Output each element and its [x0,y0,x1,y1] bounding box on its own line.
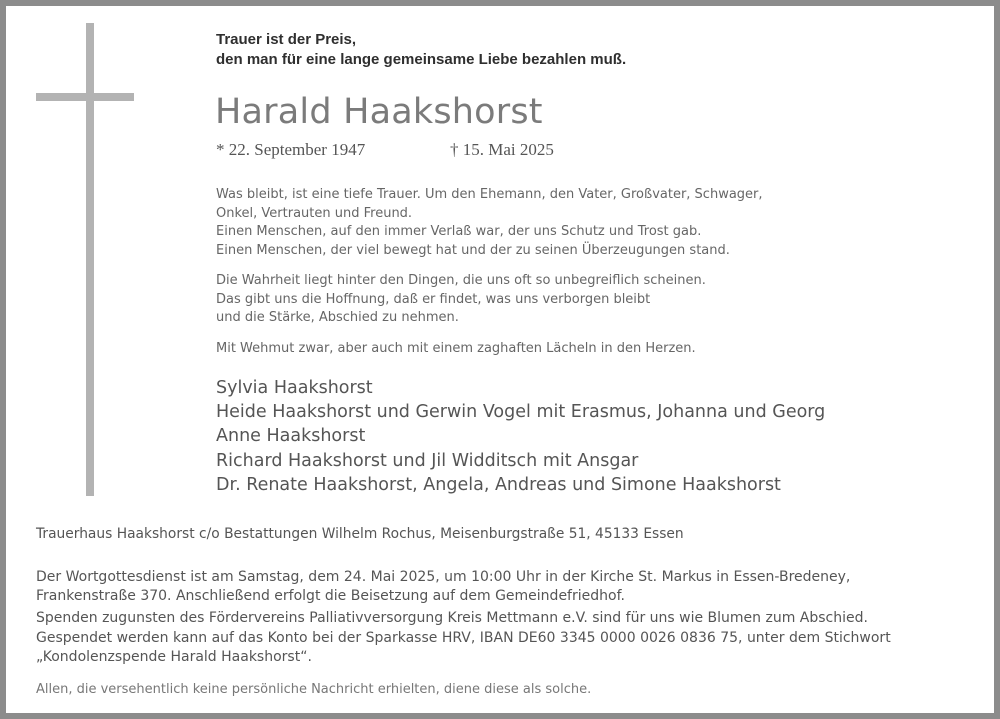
poem-stanza-3 [216,340,696,359]
donation-line: Spenden zugunsten des Fördervereins Palliativversorgung Kreis Mettmann e.V. sind für uns wie Blumen zum Abschied. [36,610,868,627]
service-line: Frankenstraße 370. Anschließend erfolgt die Beisetzung auf dem Gemeindefriedhof. [36,588,625,605]
poem-line: und die Stärke, Abschied zu nehmen. [216,310,459,325]
poem-line: Einen Menschen, auf den immer Verlaß war, der uns Schutz und Trost gab. [216,224,702,239]
family-member: Anne Haakshorst [216,426,366,447]
opening-quote [216,30,626,70]
closing-note: Allen, die versehentlich keine persönliche Nachricht erhielten, diene diese als solche. [36,682,592,697]
service-information [36,568,891,667]
poem-line: Die Wahrheit liegt hinter den Dingen, die uns oft so unbegreiflich scheinen. [216,273,706,288]
family-member: Dr. Renate Haakshorst, Angela, Andreas und Simone Haakshorst [216,474,781,495]
family-list [216,376,825,497]
poem-line: Mit Wehmut zwar, aber auch mit einem zaghaften Lächeln in den Herzen. [216,341,696,356]
poem-line: Einen Menschen, der viel bewegt hat und der zu seinen Überzeugungen stand. [216,242,730,258]
service-line: Der Wortgottesdienst ist am Samstag, dem 24. Mai 2025, um 10:00 Uhr in der Kirche St. Markus in Essen-Bredeney, [36,569,851,585]
poem-line: Das gibt uns die Hoffnung, daß er findet, was uns verborgen bleibt [216,291,651,307]
cross-horizontal-bar [36,93,134,101]
family-member: Heide Haakshorst und Gerwin Vogel mit Erasmus, Johanna und Georg [216,402,826,423]
poem-line: Onkel, Vertrauten und Freund. [216,205,413,221]
donation-line: Gespendet werden kann auf das Konto bei der Sparkasse HRV, IBAN DE60 3345 0000 0026 0836 75, unter dem Stichwort [36,629,891,646]
poem-stanza-1 [216,186,763,260]
quote-line-1: Trauer ist der Preis, [216,31,357,48]
mourning-house-address: Trauerhaus Haakshorst c/o Bestattungen Wilhelm Rochus, Meisenburgstraße 51, 45133 Essen [36,526,684,542]
poem-stanza-2 [216,272,706,328]
family-member: Sylvia Haakshorst [216,378,373,398]
poem-line: Was bleibt, ist eine tiefe Trauer. Um den Ehemann, den Vater, Großvater, Schwager, [216,187,763,202]
death-date: † 15. Mai 2025 [450,140,554,159]
quote-line-2: den man für eine lange gemeinsame Liebe bezahlen muß. [216,51,627,68]
birth-date: * 22. September 1947 [216,140,366,159]
family-member: Richard Haakshorst und Jil Widditsch mit Ansgar [216,450,639,471]
donation-line: „Kondolenzspende Harald Haakshorst“. [36,648,312,665]
deceased-name: Harald Haakshorst [215,92,543,132]
